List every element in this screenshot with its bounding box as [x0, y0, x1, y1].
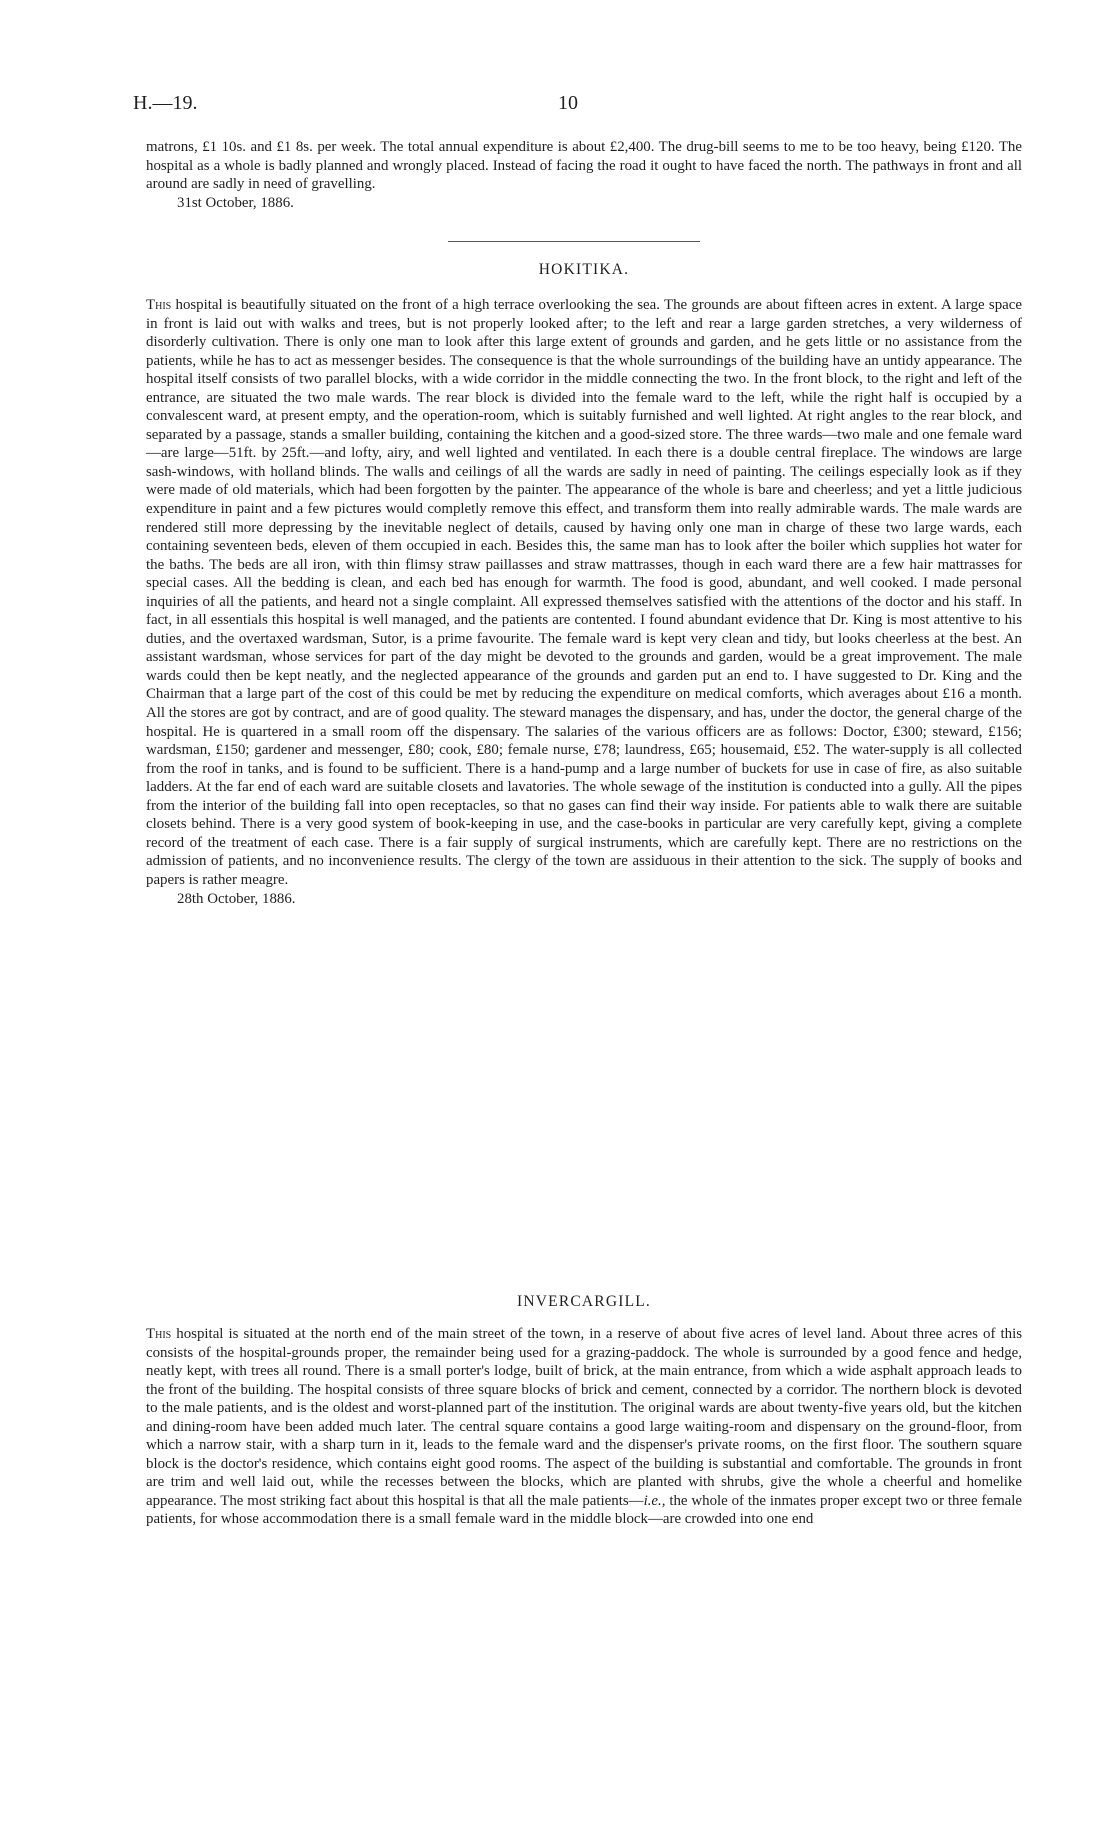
continued-paragraph: matrons, £1 10s. and £1 8s. per week. The total annual expenditure is about £2,400. The drug-bill seems to me to be too heavy, being £120. The hospital as a whole is badly planned and wrongly placed. Instead of facing the road it ought to have faced the north. The pathways in front and all around are sadly in need of gravelling. — [146, 139, 1022, 193]
invercargill-paragraph — [146, 1325, 1022, 1529]
continued-date: 31st October, 1886. — [177, 194, 294, 211]
invercargill-ie: i.e., — [643, 1492, 666, 1509]
hokitika-text: hospital is beautifully situated on the front of a high terrace overlooking the sea. The grounds are about fifteen acres in extent. A large space in front is laid out with walks and trees, but is not properly looked after; to the left and rear a large garden stretches, a very wilderness of disorderly cultivation. There is only one man to look after this large extent of grounds and garden, and he gets little or no assistance from the patients, while he has to act as messenger besides. The consequence is that the whole surroundings of the building have an untidy appearance. The hospital itself consists of two parallel blocks, with a wide corridor in the middle connecting the two. In the front block, to the right and left of the entrance, are situated the two male wards. The rear block is divided into the female ward to the left, while the right half is occupied by a convalescent ward, at present empty, and the operation-room, which is suitably furnished and well lighted. At right angles to the rear block, and separated by a passage, stands a smaller building, containing the kitchen and a good-sized store. The three wards—two male and one female ward—are large—51ft. by 25ft.—and lofty, airy, and well lighted and ventilated. In each there is a double central fireplace. The windows are large sash-windows, with holland blinds. The walls and ceilings of all the wards are sadly in need of painting. The ceilings especially look as if they were made of old materials, which had been forgotten by the painter. The appearance of the whole is bare and cheerless; and yet a little judicious expenditure in paint and a few pictures would completly remove this effect, and transform them into really admirable wards. The male wards are rendered still more depressing by the inevitable neglect of details, caused by having only one man in charge of these two large wards, each containing seventeen beds, eleven of them occupied in each. Besides this, the same man has to look after the boiler which supplies hot water for the baths. The beds are all iron, with thin flimsy straw paillasses and straw mattrasses, though in each ward there are a few hair mattrasses for special cases. All the bedding is clean, and each bed has enough for warmth. The food is good, abundant, and well cooked. I made personal inquiries of all the patients, and heard not a single complaint. All expressed themselves satisfied with the attentions of the doctor and his staff. In fact, in all essentials this hospital is well managed, and the patients are contented. I found abundant evidence that Dr. King is most attentive to his duties, and the overtaxed wardsman, Sutor, is a prime favourite. The female ward is kept very clean and tidy, but looks cheerless at the best. An assistant wardsman, whose services for part of the day might be devoted to the grounds and garden, would be a great improvement. The male wards could then be kept neatly, and the neglected appearance of the grounds and garden put an end to. I have suggested to Dr. King and the Chairman that a large part of the cost of this could be met by reducing the expenditure on medical comforts, which averages about £16 a month. All the stores are got by contract, and are of good quality. The steward manages the dispensary, and has, under the doctor, the general charge of the hospital. He is quartered in a small room off the dispensary. The salaries of the various officers are as follows: Doctor, £300; steward, £156; wardsman, £150; gardener and messenger, £80; cook, £80; female nurse, £78; laundress, £65; housemaid, £52. The water-supply is all collected from the roof in tanks, and is found to be sufficient. There is a hand-pump and a large number of buckets for use in case of fire, as also suitable ladders. At the far end of each ward are suitable closets and lavatories. The whole sewage of the institution is conducted into a gully. All the pipes from the interior of the building fall into open receptacles, so that no gases can find their way inside. For patients able to walk there are suitable closets behind. There is a very good system of book-keeping in use, and the case-books in particular are very carefully kept, giving a complete record of the treatment of each case. There is a fair supply of surgical instruments, which are carefully kept. There are no restrictions on the admission of patients, and no inconvenience results. The clergy of the town are assiduous in their attention to the sick. The supply of books and papers is rather meagre. — [146, 297, 1022, 888]
section-divider — [448, 241, 700, 242]
heading-invercargill: INVERCARGILL. — [517, 1293, 651, 1310]
invercargill-lead: This — [146, 1326, 172, 1342]
section-invercargill — [146, 1325, 1022, 1529]
hokitika-date: 28th October, 1886. — [177, 890, 296, 907]
section-hokitika — [146, 296, 1022, 908]
invercargill-text-b: the whole of the inmates proper except two or three female patients, for whose accommodation there is a small female ward in the middle block—are crowded into one end — [146, 1492, 1023, 1528]
running-header — [133, 92, 1004, 118]
invercargill-text-a: hospital is situated at the north end of the main street of the town, in a reserve of about five acres of level land. About three acres of this consists of the hospital-grounds proper, the remainder being used for a grazing-paddock. The whole is surrounded by a good fence and hedge, neatly kept, with trees all round. There is a small porter's lodge, built of brick, at the main entrance, from which a wide asphalt approach leads to the front of the building. The hospital consists of three square blocks of brick and cement, connected by a corridor. The northern block is devoted to the male patients, and is the oldest and worst-planned part of the institution. The original wards are about twenty-five years old, but the kitchen and dining-room have been added much later. The central square contains a good large waiting-room and dispensary on the ground-floor, from which a narrow stair, with a sharp turn in it, leads to the female ward and the dispenser's private rooms, on the first floor. The southern square block is the doctor's residence, which contains eight good rooms. The aspect of the building is substantial and comfortable. The grounds in front are trim and well laid out, while the recesses between the blocks, which are planted with shrubs, give the whole a cheerful and homelike appearance. The most striking fact about this hospital is that all the male patients— — [146, 1326, 1022, 1509]
continued-section — [146, 138, 1022, 212]
hokitika-lead: This — [146, 297, 172, 313]
heading-hokitika: HOKITIKA. — [538, 261, 630, 278]
document-code: H.—19. — [133, 92, 198, 114]
page-number: 10 — [558, 92, 578, 114]
hokitika-paragraph — [146, 296, 1022, 890]
